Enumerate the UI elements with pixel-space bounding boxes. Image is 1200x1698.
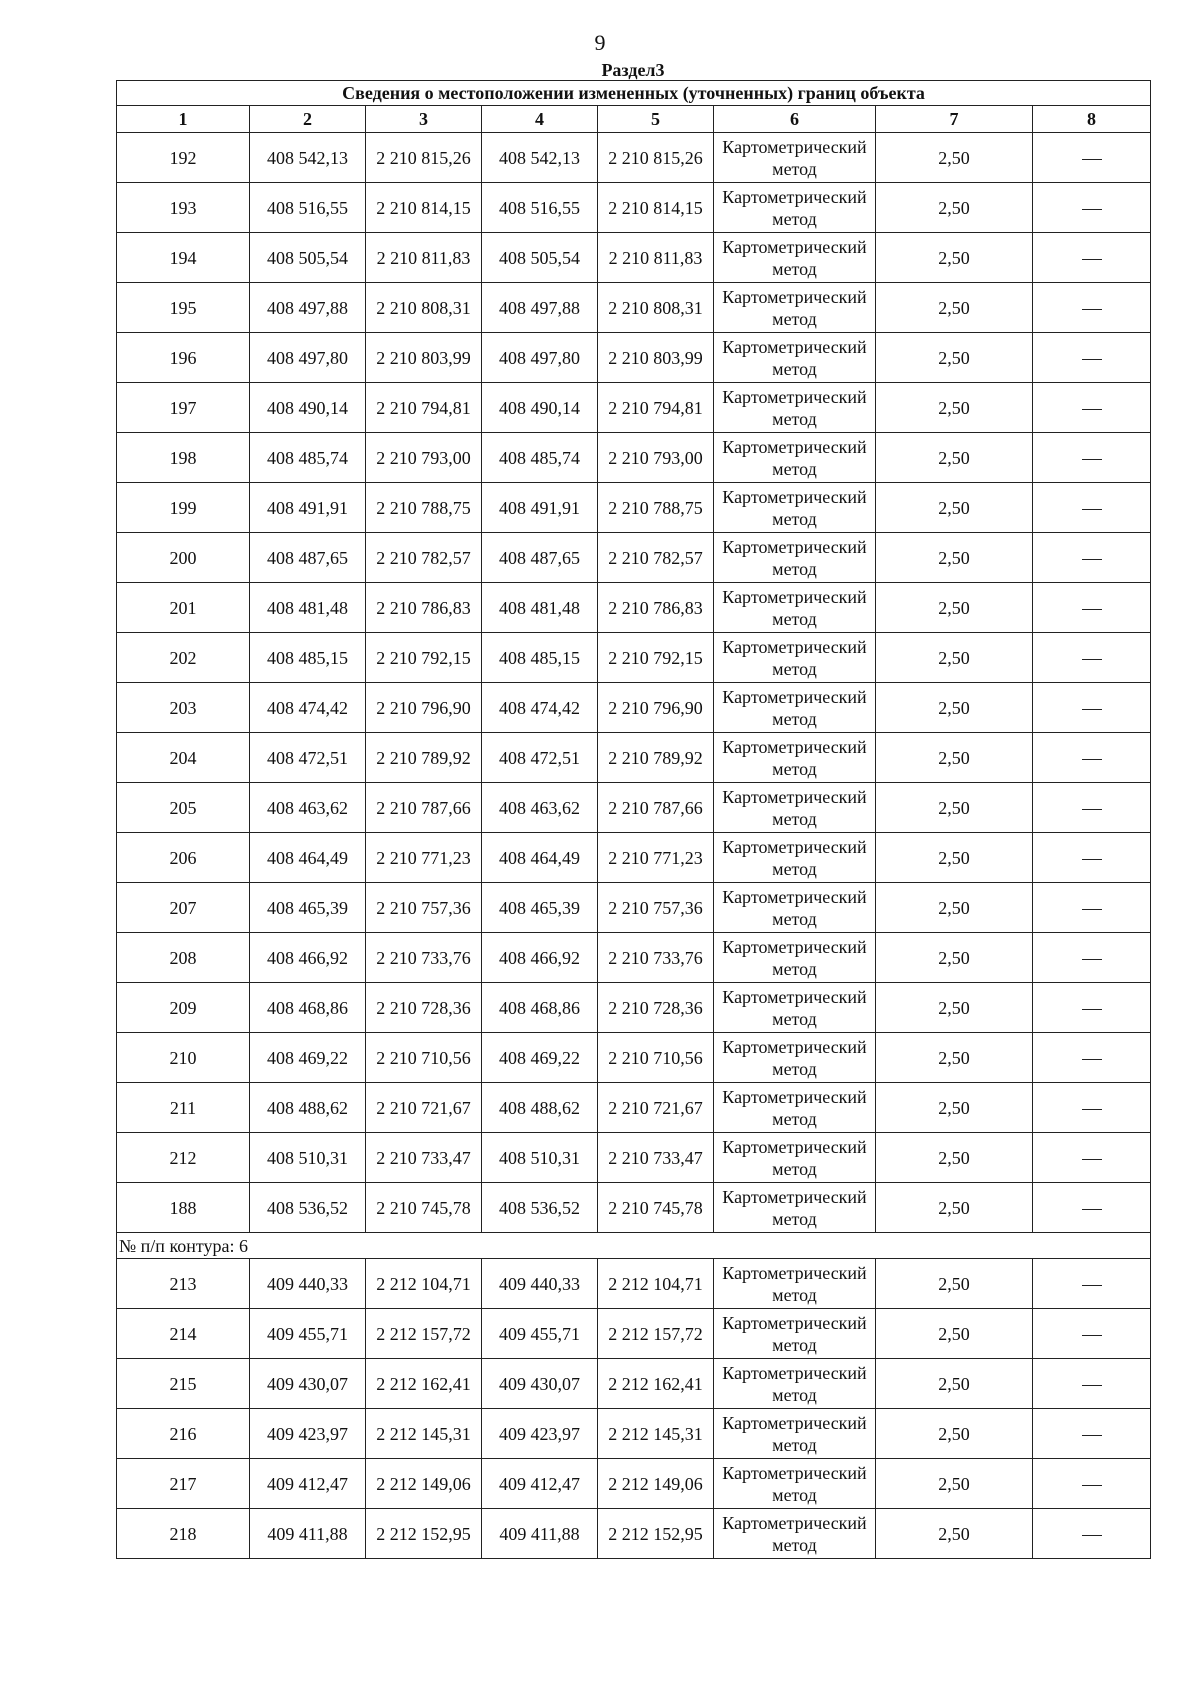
x-new-cell: 408 510,31 [482,1133,598,1183]
y-new-cell: 2 210 793,00 [598,433,714,483]
x-old-cell: 408 464,49 [250,833,366,883]
accuracy-cell: 2,50 [876,1183,1033,1233]
y-new-cell: 2 210 710,56 [598,1033,714,1083]
dash-mark [1082,1535,1102,1536]
dash-mark [1082,709,1102,710]
point-number-cell: 207 [117,883,250,933]
method-cell: Картометрический метод [714,1309,876,1359]
y-old-cell: 2 212 152,95 [366,1509,482,1559]
table-row [117,1083,1151,1133]
y-new-cell: 2 210 733,76 [598,933,714,983]
x-new-cell: 409 423,97 [482,1409,598,1459]
x-old-cell: 408 472,51 [250,733,366,783]
point-number-cell: 192 [117,133,250,183]
column-header: 7 [876,106,1033,133]
dash-mark [1082,1385,1102,1386]
y-old-cell: 2 210 745,78 [366,1183,482,1233]
table-row [117,1459,1151,1509]
x-new-cell: 408 465,39 [482,883,598,933]
y-old-cell: 2 210 794,81 [366,383,482,433]
point-number-cell: 201 [117,583,250,633]
table-row [117,1309,1151,1359]
point-number-cell: 195 [117,283,250,333]
x-old-cell: 408 536,52 [250,1183,366,1233]
dash-mark [1082,909,1102,910]
x-new-cell: 408 542,13 [482,133,598,183]
y-new-cell: 2 212 149,06 [598,1459,714,1509]
y-old-cell: 2 210 721,67 [366,1083,482,1133]
column-header: 8 [1033,106,1151,133]
dash-mark [1082,259,1102,260]
method-cell: Картометрический метод [714,833,876,883]
y-new-cell: 2 210 815,26 [598,133,714,183]
x-new-cell: 408 497,80 [482,333,598,383]
y-old-cell: 2 210 786,83 [366,583,482,633]
point-number-cell: 217 [117,1459,250,1509]
dash-mark [1082,1059,1102,1060]
description-cell [1033,1309,1151,1359]
y-old-cell: 2 210 771,23 [366,833,482,883]
x-new-cell: 409 440,33 [482,1259,598,1309]
description-cell [1033,283,1151,333]
table-row [117,683,1151,733]
x-new-cell: 408 472,51 [482,733,598,783]
dash-mark [1082,1109,1102,1110]
description-cell [1033,1359,1151,1409]
accuracy-cell: 2,50 [876,483,1033,533]
column-header: 2 [250,106,366,133]
x-old-cell: 408 468,86 [250,983,366,1033]
x-old-cell: 408 516,55 [250,183,366,233]
coordinates-table [116,80,1151,1559]
point-number-cell: 194 [117,233,250,283]
method-cell: Картометрический метод [714,1259,876,1309]
x-old-cell: 409 430,07 [250,1359,366,1409]
accuracy-cell: 2,50 [876,233,1033,283]
y-new-cell: 2 212 162,41 [598,1359,714,1409]
y-old-cell: 2 212 157,72 [366,1309,482,1359]
x-old-cell: 409 423,97 [250,1409,366,1459]
table-row [117,333,1151,383]
y-new-cell: 2 210 803,99 [598,333,714,383]
table-row [117,183,1151,233]
accuracy-cell: 2,50 [876,683,1033,733]
x-old-cell: 408 481,48 [250,583,366,633]
y-old-cell: 2 210 733,47 [366,1133,482,1183]
method-cell: Картометрический метод [714,183,876,233]
accuracy-cell: 2,50 [876,283,1033,333]
method-cell: Картометрический метод [714,533,876,583]
x-old-cell: 408 469,22 [250,1033,366,1083]
x-new-cell: 408 463,62 [482,783,598,833]
accuracy-cell: 2,50 [876,133,1033,183]
point-number-cell: 205 [117,783,250,833]
point-number-cell: 212 [117,1133,250,1183]
accuracy-cell: 2,50 [876,1509,1033,1559]
description-cell [1033,233,1151,283]
contour-label: № п/п контура: 6 [117,1233,1151,1259]
y-new-cell: 2 210 782,57 [598,533,714,583]
accuracy-cell: 2,50 [876,733,1033,783]
table-row [117,883,1151,933]
method-cell: Картометрический метод [714,1033,876,1083]
point-number-cell: 209 [117,983,250,1033]
accuracy-cell: 2,50 [876,533,1033,583]
x-new-cell: 408 488,62 [482,1083,598,1133]
accuracy-cell: 2,50 [876,883,1033,933]
description-cell [1033,933,1151,983]
x-new-cell: 409 412,47 [482,1459,598,1509]
accuracy-cell: 2,50 [876,633,1033,683]
dash-mark [1082,459,1102,460]
accuracy-cell: 2,50 [876,833,1033,883]
dash-mark [1082,1209,1102,1210]
point-number-cell: 198 [117,433,250,483]
table-row [117,133,1151,183]
section-title: Раздел3 [601,60,665,80]
table-row [117,783,1151,833]
method-cell: Картометрический метод [714,933,876,983]
description-cell [1033,783,1151,833]
table-row [117,833,1151,883]
y-old-cell: 2 212 149,06 [366,1459,482,1509]
point-number-cell: 199 [117,483,250,533]
y-old-cell: 2 210 796,90 [366,683,482,733]
y-old-cell: 2 210 815,26 [366,133,482,183]
method-cell: Картометрический метод [714,133,876,183]
point-number-cell: 193 [117,183,250,233]
y-new-cell: 2 212 145,31 [598,1409,714,1459]
y-old-cell: 2 210 811,83 [366,233,482,283]
dash-mark [1082,409,1102,410]
dash-mark [1082,1159,1102,1160]
x-new-cell: 408 464,49 [482,833,598,883]
description-cell [1033,1083,1151,1133]
description-cell [1033,683,1151,733]
x-old-cell: 408 485,15 [250,633,366,683]
y-new-cell: 2 210 771,23 [598,833,714,883]
table-row [117,583,1151,633]
y-old-cell: 2 210 757,36 [366,883,482,933]
x-new-cell: 408 536,52 [482,1183,598,1233]
accuracy-cell: 2,50 [876,983,1033,1033]
accuracy-cell: 2,50 [876,1359,1033,1409]
y-old-cell: 2 210 782,57 [366,533,482,583]
x-old-cell: 408 505,54 [250,233,366,283]
method-cell: Картометрический метод [714,483,876,533]
x-new-cell: 408 466,92 [482,933,598,983]
x-old-cell: 409 411,88 [250,1509,366,1559]
table-row [117,433,1151,483]
y-new-cell: 2 210 728,36 [598,983,714,1033]
description-cell [1033,983,1151,1033]
accuracy-cell: 2,50 [876,783,1033,833]
table-row [117,1359,1151,1409]
description-cell [1033,183,1151,233]
method-cell: Картометрический метод [714,883,876,933]
description-cell [1033,1183,1151,1233]
description-cell [1033,1509,1151,1559]
table-row [117,1183,1151,1233]
y-old-cell: 2 210 733,76 [366,933,482,983]
table-caption-row [117,81,1151,106]
table-row [117,983,1151,1033]
x-old-cell: 408 497,80 [250,333,366,383]
y-new-cell: 2 210 794,81 [598,383,714,433]
x-new-cell: 408 505,54 [482,233,598,283]
dash-mark [1082,859,1102,860]
y-new-cell: 2 210 757,36 [598,883,714,933]
y-new-cell: 2 210 733,47 [598,1133,714,1183]
table-row [117,633,1151,683]
table-row [117,733,1151,783]
dash-mark [1082,1009,1102,1010]
y-old-cell: 2 210 808,31 [366,283,482,333]
point-number-cell: 197 [117,383,250,433]
method-cell: Картометрический метод [714,1133,876,1183]
column-header: 4 [482,106,598,133]
point-number-cell: 196 [117,333,250,383]
accuracy-cell: 2,50 [876,1133,1033,1183]
dash-mark [1082,809,1102,810]
description-cell [1033,333,1151,383]
x-new-cell: 408 485,15 [482,633,598,683]
table-header-row [117,106,1151,133]
method-cell: Картометрический метод [714,383,876,433]
y-old-cell: 2 210 787,66 [366,783,482,833]
accuracy-cell: 2,50 [876,1409,1033,1459]
accuracy-cell: 2,50 [876,1309,1033,1359]
dash-mark [1082,509,1102,510]
y-old-cell: 2 210 789,92 [366,733,482,783]
y-new-cell: 2 210 811,83 [598,233,714,283]
table-row [117,933,1151,983]
x-new-cell: 409 411,88 [482,1509,598,1559]
description-cell [1033,1259,1151,1309]
y-new-cell: 2 210 796,90 [598,683,714,733]
y-new-cell: 2 210 789,92 [598,733,714,783]
table-row [117,1259,1151,1309]
method-cell: Картометрический метод [714,1409,876,1459]
y-old-cell: 2 210 788,75 [366,483,482,533]
column-header: 5 [598,106,714,133]
x-old-cell: 408 510,31 [250,1133,366,1183]
method-cell: Картометрический метод [714,283,876,333]
dash-mark [1082,759,1102,760]
description-cell [1033,883,1151,933]
y-new-cell: 2 210 786,83 [598,583,714,633]
accuracy-cell: 2,50 [876,383,1033,433]
accuracy-cell: 2,50 [876,333,1033,383]
x-old-cell: 408 488,62 [250,1083,366,1133]
y-old-cell: 2 210 803,99 [366,333,482,383]
point-number-cell: 210 [117,1033,250,1083]
method-cell: Картометрический метод [714,983,876,1033]
x-old-cell: 409 412,47 [250,1459,366,1509]
x-old-cell: 408 485,74 [250,433,366,483]
point-number-cell: 211 [117,1083,250,1133]
accuracy-cell: 2,50 [876,1033,1033,1083]
y-new-cell: 2 210 721,67 [598,1083,714,1133]
method-cell: Картометрический метод [714,1459,876,1509]
x-old-cell: 408 490,14 [250,383,366,433]
x-new-cell: 408 474,42 [482,683,598,733]
description-cell [1033,1409,1151,1459]
accuracy-cell: 2,50 [876,933,1033,983]
point-number-cell: 188 [117,1183,250,1233]
x-new-cell: 408 481,48 [482,583,598,633]
x-old-cell: 408 491,91 [250,483,366,533]
accuracy-cell: 2,50 [876,583,1033,633]
x-old-cell: 408 474,42 [250,683,366,733]
description-cell [1033,833,1151,883]
description-cell [1033,133,1151,183]
point-number-cell: 204 [117,733,250,783]
point-number-cell: 215 [117,1359,250,1409]
column-header: 6 [714,106,876,133]
description-cell [1033,1459,1151,1509]
dash-mark [1082,609,1102,610]
point-number-cell: 218 [117,1509,250,1559]
y-old-cell: 2 210 793,00 [366,433,482,483]
point-number-cell: 202 [117,633,250,683]
point-number-cell: 203 [117,683,250,733]
y-new-cell: 2 212 157,72 [598,1309,714,1359]
point-number-cell: 206 [117,833,250,883]
description-cell [1033,433,1151,483]
x-old-cell: 408 465,39 [250,883,366,933]
dash-mark [1082,1285,1102,1286]
dash-mark [1082,959,1102,960]
x-old-cell: 408 487,65 [250,533,366,583]
method-cell: Картометрический метод [714,233,876,283]
table-row [117,533,1151,583]
description-cell [1033,1133,1151,1183]
y-new-cell: 2 210 808,31 [598,283,714,333]
y-old-cell: 2 210 728,36 [366,983,482,1033]
y-new-cell: 2 210 814,15 [598,183,714,233]
dash-mark [1082,659,1102,660]
y-old-cell: 2 210 792,15 [366,633,482,683]
y-new-cell: 2 212 152,95 [598,1509,714,1559]
method-cell: Картометрический метод [714,1183,876,1233]
accuracy-cell: 2,50 [876,1459,1033,1509]
point-number-cell: 214 [117,1309,250,1359]
point-number-cell: 208 [117,933,250,983]
point-number-cell: 213 [117,1259,250,1309]
description-cell [1033,383,1151,433]
description-cell [1033,583,1151,633]
x-new-cell: 408 468,86 [482,983,598,1033]
accuracy-cell: 2,50 [876,183,1033,233]
column-header: 1 [117,106,250,133]
accuracy-cell: 2,50 [876,433,1033,483]
accuracy-cell: 2,50 [876,1083,1033,1133]
y-old-cell: 2 212 145,31 [366,1409,482,1459]
table-row [117,233,1151,283]
x-old-cell: 408 466,92 [250,933,366,983]
y-new-cell: 2 212 104,71 [598,1259,714,1309]
y-new-cell: 2 210 745,78 [598,1183,714,1233]
method-cell: Картометрический метод [714,583,876,633]
x-new-cell: 408 491,91 [482,483,598,533]
table-row [117,1033,1151,1083]
y-new-cell: 2 210 787,66 [598,783,714,833]
dash-mark [1082,209,1102,210]
dash-mark [1082,1485,1102,1486]
method-cell: Картометрический метод [714,733,876,783]
x-new-cell: 409 455,71 [482,1309,598,1359]
method-cell: Картометрический метод [714,333,876,383]
dash-mark [1082,309,1102,310]
x-new-cell: 408 487,65 [482,533,598,583]
x-old-cell: 408 463,62 [250,783,366,833]
y-old-cell: 2 210 710,56 [366,1033,482,1083]
point-number-cell: 216 [117,1409,250,1459]
method-cell: Картометрический метод [714,1509,876,1559]
dash-mark [1082,559,1102,560]
dash-mark [1082,159,1102,160]
dash-mark [1082,1435,1102,1436]
table-row [117,1409,1151,1459]
method-cell: Картометрический метод [714,633,876,683]
page-number: 9 [594,30,606,55]
x-old-cell: 408 542,13 [250,133,366,183]
table-row [117,1133,1151,1183]
method-cell: Картометрический метод [714,683,876,733]
description-cell [1033,533,1151,583]
x-new-cell: 409 430,07 [482,1359,598,1409]
method-cell: Картометрический метод [714,433,876,483]
description-cell [1033,483,1151,533]
y-old-cell: 2 212 104,71 [366,1259,482,1309]
y-new-cell: 2 210 792,15 [598,633,714,683]
x-new-cell: 408 485,74 [482,433,598,483]
description-cell [1033,1033,1151,1083]
table-row [117,483,1151,533]
x-new-cell: 408 497,88 [482,283,598,333]
x-new-cell: 408 516,55 [482,183,598,233]
x-old-cell: 409 440,33 [250,1259,366,1309]
x-old-cell: 408 497,88 [250,283,366,333]
point-number-cell: 200 [117,533,250,583]
table-row [117,283,1151,333]
method-cell: Картометрический метод [714,1083,876,1133]
dash-mark [1082,359,1102,360]
description-cell [1033,733,1151,783]
method-cell: Картометрический метод [714,783,876,833]
dash-mark [1082,1335,1102,1336]
table-caption: Сведения о местоположении измененных (уточненных) границ объекта [117,81,1151,106]
x-new-cell: 408 490,14 [482,383,598,433]
y-new-cell: 2 210 788,75 [598,483,714,533]
column-header: 3 [366,106,482,133]
y-old-cell: 2 210 814,15 [366,183,482,233]
table-row [117,383,1151,433]
accuracy-cell: 2,50 [876,1259,1033,1309]
x-old-cell: 409 455,71 [250,1309,366,1359]
y-old-cell: 2 212 162,41 [366,1359,482,1409]
x-new-cell: 408 469,22 [482,1033,598,1083]
contour-label-row [117,1233,1151,1259]
method-cell: Картометрический метод [714,1359,876,1409]
table-row [117,1509,1151,1559]
description-cell [1033,633,1151,683]
